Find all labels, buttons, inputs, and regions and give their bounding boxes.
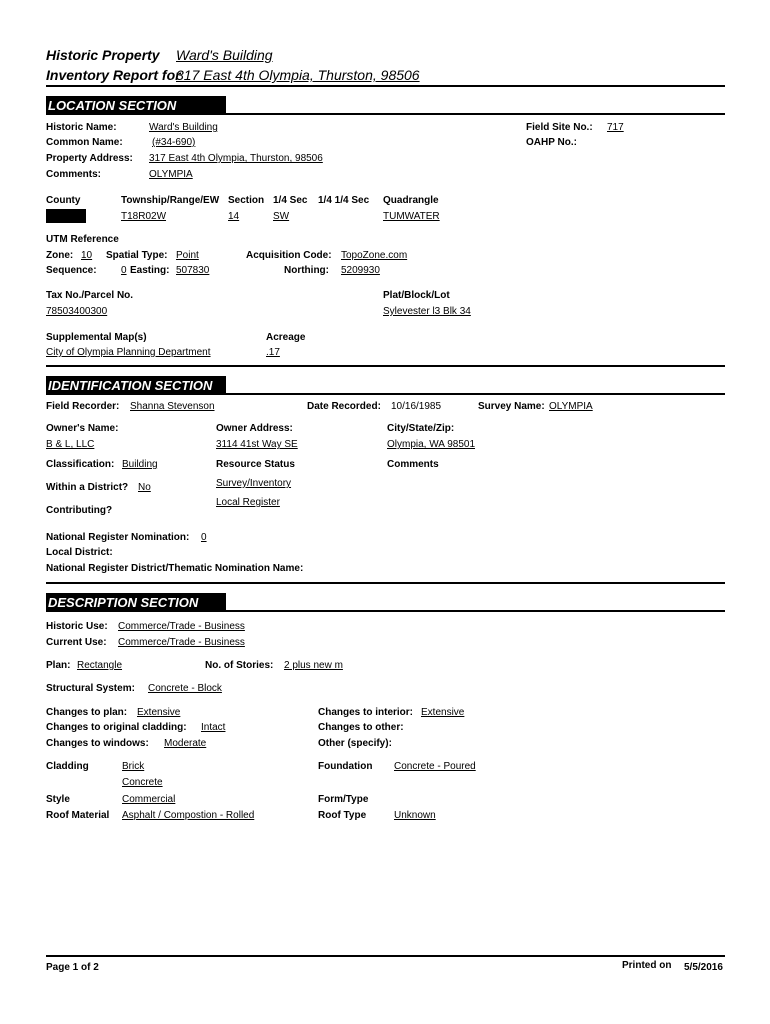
quadrangle-label: Quadrangle (383, 195, 439, 206)
city-state-zip-value: Olympia, WA 98501 (387, 439, 476, 450)
northing-value: 5209930 (341, 265, 380, 276)
current-use-label: Current Use: (46, 637, 107, 648)
structural-system-value: Concrete - Block (148, 683, 222, 694)
location-section-title: LOCATION SECTION (48, 98, 177, 113)
printed-on-label: Printed on (622, 960, 672, 971)
tax-parcel-label: Tax No./Parcel No. (46, 290, 134, 301)
classification-value: Building (122, 459, 158, 470)
changes-cladding-value: Intact (201, 722, 226, 733)
section-label: Section (228, 195, 265, 206)
owner-address-value: 3114 41st Way SE (216, 439, 298, 450)
roof-material-label: Roof Material (46, 810, 110, 821)
resource-status-label: Resource Status (216, 459, 295, 470)
header-report-label: Inventory Report for (46, 67, 181, 83)
header-property-name: Ward's Building (176, 47, 273, 63)
within-district-value: No (138, 482, 151, 493)
field-recorder-label: Field Recorder: (46, 401, 120, 412)
easting-label: Easting: (130, 265, 170, 276)
nr-nomination-label: National Register Nomination: (46, 532, 190, 543)
plan-value: Rectangle (77, 660, 123, 671)
section-divider (46, 393, 725, 395)
current-use-value: Commerce/Trade - Business (118, 637, 245, 648)
spatial-type-value: Point (176, 250, 199, 261)
stories-value: 2 plus new m (284, 660, 343, 671)
quarter-quarter-label: 1/4 1/4 Sec (318, 195, 370, 206)
section-divider (46, 365, 725, 367)
property-address-label: Property Address: (46, 153, 133, 164)
comments-value: OLYMPIA (149, 169, 193, 180)
structural-system-label: Structural System: (46, 683, 135, 694)
historic-use-value: Commerce/Trade - Business (118, 621, 245, 632)
style-value: Commercial (122, 794, 176, 805)
plan-label: Plan: (46, 660, 71, 671)
plat-label: Plat/Block/Lot (383, 290, 450, 301)
other-specify-label: Other (specify): (318, 738, 392, 749)
changes-cladding-label: Changes to original cladding: (46, 722, 187, 733)
changes-interior-label: Changes to interior: (318, 707, 414, 718)
changes-plan-value: Extensive (137, 707, 181, 718)
nr-nomination-value: 0 (201, 532, 207, 543)
tax-parcel-value: 78503400300 (46, 306, 108, 317)
section-divider (46, 610, 725, 612)
local-district-label: Local District: (46, 547, 113, 558)
resource-status-local-register: Local Register (216, 497, 280, 508)
style-label: Style (46, 794, 70, 805)
city-state-zip-label: City/State/Zip: (387, 423, 455, 434)
county-redacted-value (46, 209, 86, 223)
cladding-label: Cladding (46, 761, 89, 772)
date-recorded-label: Date Recorded: (307, 401, 381, 412)
field-site-value: 717 (607, 122, 624, 133)
changes-windows-label: Changes to windows: (46, 738, 149, 749)
section-divider (46, 85, 725, 87)
form-type-label: Form/Type (318, 794, 369, 805)
quarter-section-label: 1/4 Sec (273, 195, 308, 206)
roof-type-value: Unknown (394, 810, 436, 821)
printed-on-date: 5/5/2016 (684, 962, 723, 973)
common-name-value: (#34-690) (152, 137, 196, 148)
survey-name-value: OLYMPIA (549, 401, 593, 412)
common-name-label: Common Name: (46, 137, 123, 148)
description-section-title: DESCRIPTION SECTION (48, 595, 199, 610)
zone-label: Zone: (46, 250, 74, 261)
county-label: County (46, 195, 81, 206)
owner-address-label: Owner Address: (216, 423, 293, 434)
northing-label: Northing: (284, 265, 329, 276)
within-district-label: Within a District? (46, 482, 129, 493)
identification-comments-label: Comments (387, 459, 439, 470)
foundation-label: Foundation (318, 761, 373, 772)
owner-name-value: B & L, LLC (46, 439, 95, 450)
changes-interior-value: Extensive (421, 707, 465, 718)
utm-label: UTM Reference (46, 234, 119, 245)
supplemental-map-value: City of Olympia Planning Department (46, 347, 211, 358)
footer-divider (46, 955, 725, 957)
contributing-label: Contributing? (46, 505, 113, 516)
oahp-label: OAHP No.: (526, 137, 577, 148)
survey-name-label: Survey Name: (478, 401, 545, 412)
sequence-label: Sequence: (46, 265, 97, 276)
section-divider (46, 113, 725, 115)
header-address: 317 East 4th Olympia, Thurston, 98506 (176, 67, 420, 83)
identification-section-title: IDENTIFICATION SECTION (48, 378, 213, 393)
trs-value: T18R02W (121, 211, 167, 222)
trs-label: Township/Range/EW (121, 195, 220, 206)
property-address-value: 317 East 4th Olympia, Thurston, 98506 (149, 153, 323, 164)
stories-label: No. of Stories: (205, 660, 274, 671)
historic-name-label: Historic Name: (46, 122, 117, 133)
cladding-value-brick: Brick (122, 761, 145, 772)
easting-value: 507830 (176, 265, 210, 276)
plat-value: Sylevester l3 Blk 34 (383, 306, 471, 317)
zone-value: 10 (81, 250, 93, 261)
historic-use-label: Historic Use: (46, 621, 108, 632)
header-title-label: Historic Property (46, 47, 160, 63)
cladding-value-concrete: Concrete (122, 777, 163, 788)
supplemental-map-label: Supplemental Map(s) (46, 332, 147, 343)
field-recorder-value: Shanna Stevenson (130, 401, 215, 412)
changes-windows-value: Moderate (164, 738, 207, 749)
acquisition-value: TopoZone.com (341, 250, 408, 261)
acreage-value: .17 (266, 347, 280, 358)
roof-type-label: Roof Type (318, 810, 367, 821)
comments-label: Comments: (46, 169, 102, 180)
foundation-value: Concrete - Poured (394, 761, 476, 772)
section-value: 14 (228, 211, 240, 222)
sequence-value: 0 (121, 265, 127, 276)
classification-label: Classification: (46, 459, 115, 470)
acquisition-label: Acquisition Code: (246, 250, 332, 261)
owner-name-label: Owner's Name: (46, 423, 119, 434)
field-site-label: Field Site No.: (526, 122, 593, 133)
acreage-label: Acreage (266, 332, 306, 343)
section-divider (46, 582, 725, 584)
nr-district-label: National Register District/Thematic Nomination Name: (46, 563, 304, 574)
historic-name-value: Ward's Building (149, 122, 218, 133)
changes-other-label: Changes to other: (318, 722, 404, 733)
changes-plan-label: Changes to plan: (46, 707, 128, 718)
date-recorded-value: 10/16/1985 (391, 401, 442, 412)
page-number: Page 1 of 2 (46, 962, 99, 973)
quadrangle-value: TUMWATER (383, 211, 440, 222)
roof-material-value: Asphalt / Compostion - Rolled (122, 810, 255, 821)
spatial-type-label: Spatial Type: (106, 250, 168, 261)
resource-status-survey: Survey/Inventory (216, 478, 292, 489)
quarter-section-value: SW (273, 211, 290, 222)
